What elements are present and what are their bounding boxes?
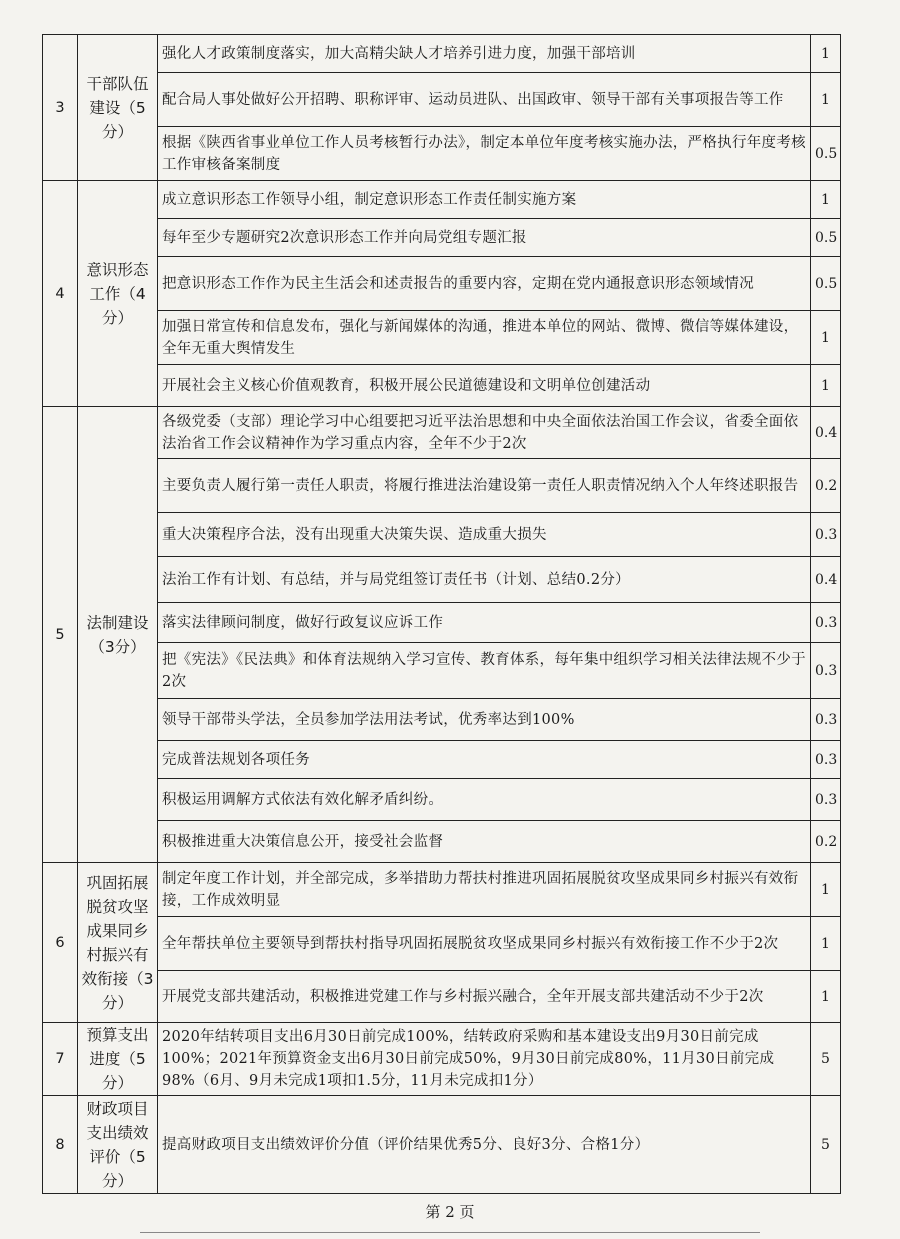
criterion-score: 0.3 bbox=[811, 603, 841, 643]
section-number: 8 bbox=[43, 1096, 78, 1194]
table-row bbox=[43, 917, 841, 971]
criterion-score: 1 bbox=[811, 863, 841, 917]
criterion-score: 0.3 bbox=[811, 779, 841, 821]
criterion-score: 5 bbox=[811, 1096, 841, 1194]
section-category: 财政项目支出绩效评价（5分） bbox=[78, 1096, 158, 1194]
section-number: 7 bbox=[43, 1023, 78, 1096]
criterion-text: 成立意识形态工作领导小组，制定意识形态工作责任制实施方案 bbox=[158, 181, 811, 219]
table-row bbox=[43, 365, 841, 407]
table-row bbox=[43, 603, 841, 643]
criterion-score: 0.3 bbox=[811, 643, 841, 699]
criterion-text: 积极运用调解方式依法有效化解矛盾纠纷。 bbox=[158, 779, 811, 821]
table-row bbox=[43, 971, 841, 1023]
criterion-score: 1 bbox=[811, 73, 841, 127]
section-category: 预算支出进度（5分） bbox=[78, 1023, 158, 1096]
table-row bbox=[43, 459, 841, 513]
criterion-text: 加强日常宣传和信息发布，强化与新闻媒体的沟通，推进本单位的网站、微博、微信等媒体建设，全年无重大舆情发生 bbox=[158, 311, 811, 365]
table-row bbox=[43, 1096, 841, 1194]
table-row bbox=[43, 863, 841, 917]
criterion-score: 0.2 bbox=[811, 821, 841, 863]
criterion-score: 0.5 bbox=[811, 219, 841, 257]
table-row bbox=[43, 127, 841, 181]
criterion-text: 各级党委（支部）理论学习中心组要把习近平法治思想和中央全面依法治国工作会议，省委全面依法治省工作会议精神作为学习重点内容，全年不少于2次 bbox=[158, 407, 811, 459]
table-row bbox=[43, 557, 841, 603]
table-row bbox=[43, 1023, 841, 1096]
criterion-text: 法治工作有计划、有总结，并与局党组签订责任书（计划、总结0.2分） bbox=[158, 557, 811, 603]
table-row bbox=[43, 741, 841, 779]
criterion-text: 积极推进重大决策信息公开，接受社会监督 bbox=[158, 821, 811, 863]
criterion-text: 主要负责人履行第一责任人职责，将履行推进法治建设第一责任人职责情况纳入个人年终述职报告 bbox=[158, 459, 811, 513]
table-row bbox=[43, 257, 841, 311]
table-row bbox=[43, 181, 841, 219]
table-row bbox=[43, 311, 841, 365]
table-row bbox=[43, 513, 841, 557]
criterion-score: 1 bbox=[811, 971, 841, 1023]
criterion-text: 全年帮扶单位主要领导到帮扶村指导巩固拓展脱贫攻坚成果同乡村振兴有效衔接工作不少于2次 bbox=[158, 917, 811, 971]
criterion-text: 每年至少专题研究2次意识形态工作并向局党组专题汇报 bbox=[158, 219, 811, 257]
criterion-score: 1 bbox=[811, 365, 841, 407]
criterion-score: 0.4 bbox=[811, 407, 841, 459]
criterion-text: 配合局人事处做好公开招聘、职称评审、运动员进队、出国政审、领导干部有关事项报告等工作 bbox=[158, 73, 811, 127]
evaluation-table bbox=[42, 34, 841, 1194]
criterion-text: 2020年结转项目支出6月30日前完成100%，结转政府采购和基本建设支出9月30日前完成100%；2021年预算资金支出6月30日前完成50%，9月30日前完成80%，11月30日前完成98%（6月、9月未完成1项扣1.5分，11月未完成扣1分） bbox=[158, 1023, 811, 1096]
criterion-score: 1 bbox=[811, 35, 841, 73]
criterion-score: 1 bbox=[811, 917, 841, 971]
section-number: 5 bbox=[43, 407, 78, 863]
criterion-score: 1 bbox=[811, 311, 841, 365]
criterion-text: 完成普法规划各项任务 bbox=[158, 741, 811, 779]
criterion-text: 开展社会主义核心价值观教育，积极开展公民道德建设和文明单位创建活动 bbox=[158, 365, 811, 407]
criterion-score: 0.3 bbox=[811, 513, 841, 557]
section-category: 意识形态工作（4分） bbox=[78, 181, 158, 407]
criterion-score: 0.2 bbox=[811, 459, 841, 513]
section-number: 6 bbox=[43, 863, 78, 1023]
criterion-score: 1 bbox=[811, 181, 841, 219]
criterion-text: 把《宪法》《民法典》和体育法规纳入学习宣传、教育体系，每年集中组织学习相关法律法规不少于2次 bbox=[158, 643, 811, 699]
criterion-score: 0.3 bbox=[811, 699, 841, 741]
table-row bbox=[43, 407, 841, 459]
table-row bbox=[43, 73, 841, 127]
table-row bbox=[43, 699, 841, 741]
section-number: 3 bbox=[43, 35, 78, 181]
section-category: 巩固拓展脱贫攻坚成果同乡村振兴有效衔接（3分） bbox=[78, 863, 158, 1023]
criterion-text: 重大决策程序合法，没有出现重大决策失误、造成重大损失 bbox=[158, 513, 811, 557]
table-row bbox=[43, 821, 841, 863]
page-number: 第 2 页 bbox=[425, 1203, 475, 1221]
criterion-score: 0.5 bbox=[811, 127, 841, 181]
criterion-score: 0.4 bbox=[811, 557, 841, 603]
section-category: 法制建设（3分） bbox=[78, 407, 158, 863]
section-category: 干部队伍建设（5分） bbox=[78, 35, 158, 181]
table-row bbox=[43, 779, 841, 821]
table-row bbox=[43, 219, 841, 257]
criterion-text: 把意识形态工作作为民主生活会和述责报告的重要内容，定期在党内通报意识形态领域情况 bbox=[158, 257, 811, 311]
table-row bbox=[43, 35, 841, 73]
criterion-score: 0.5 bbox=[811, 257, 841, 311]
table-row bbox=[43, 643, 841, 699]
criterion-text: 开展党支部共建活动，积极推进党建工作与乡村振兴融合，全年开展支部共建活动不少于2次 bbox=[158, 971, 811, 1023]
section-number: 4 bbox=[43, 181, 78, 407]
criterion-score: 0.3 bbox=[811, 741, 841, 779]
criterion-text: 强化人才政策制度落实，加大高精尖缺人才培养引进力度，加强干部培训 bbox=[158, 35, 811, 73]
criterion-text: 领导干部带头学法，全员参加学法用法考试，优秀率达到100% bbox=[158, 699, 811, 741]
criterion-text: 提高财政项目支出绩效评价分值（评价结果优秀5分、良好3分、合格1分） bbox=[158, 1096, 811, 1194]
bottom-rule bbox=[140, 1232, 760, 1233]
criterion-score: 5 bbox=[811, 1023, 841, 1096]
criterion-text: 根据《陕西省事业单位工作人员考核暂行办法》，制定本单位年度考核实施办法，严格执行年度考核工作审核备案制度 bbox=[158, 127, 811, 181]
criterion-text: 制定年度工作计划，并全部完成，多举措助力帮扶村推进巩固拓展脱贫攻坚成果同乡村振兴有效衔接，工作成效明显 bbox=[158, 863, 811, 917]
criterion-text: 落实法律顾问制度，做好行政复议应诉工作 bbox=[158, 603, 811, 643]
